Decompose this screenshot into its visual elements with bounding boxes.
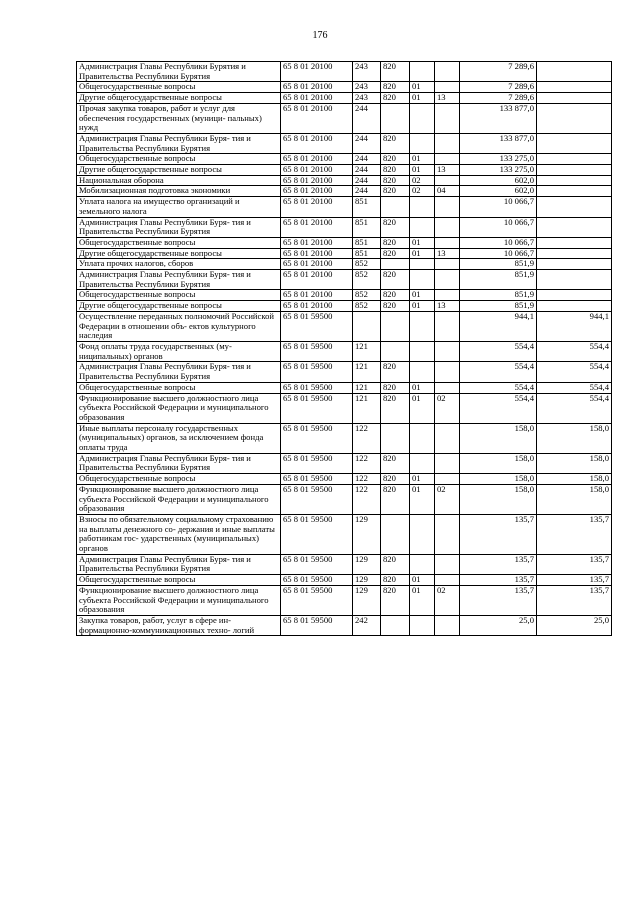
row-section-cell: [410, 362, 435, 382]
row-amount-cell: 10 066,7: [460, 248, 537, 259]
row-name-cell: Прочая закупка товаров, работ и услуг для обеспечения государственных (муници- пальных) нужд: [77, 103, 281, 133]
page-number: 176: [312, 30, 328, 41]
row-subsection-cell: [435, 382, 460, 393]
table-row: [77, 453, 612, 473]
row-code-cell: 65 8 01 59500: [281, 423, 353, 453]
table-row: [77, 514, 612, 554]
row-admin-cell: 820: [381, 453, 410, 473]
table-row: [77, 393, 612, 423]
row-vr-cell: 121: [353, 341, 381, 361]
table-row: [77, 165, 612, 176]
row-amount-federal-cell: [537, 62, 612, 82]
row-amount-federal-cell: [537, 290, 612, 301]
row-code-cell: 65 8 01 59500: [281, 382, 353, 393]
row-code-cell: 65 8 01 59500: [281, 585, 353, 615]
row-section-cell: [410, 62, 435, 82]
table-row: [77, 175, 612, 186]
row-subsection-cell: [435, 154, 460, 165]
row-section-cell: 01: [410, 484, 435, 514]
row-name-cell: Общегосударственные вопросы: [77, 290, 281, 301]
table-row: [77, 341, 612, 361]
row-amount-federal-cell: 554,4: [537, 393, 612, 423]
row-name-cell: Общегосударственные вопросы: [77, 474, 281, 485]
row-section-cell: 01: [410, 474, 435, 485]
row-name-cell: Общегосударственные вопросы: [77, 82, 281, 93]
table-row: [77, 217, 612, 237]
row-vr-cell: 129: [353, 575, 381, 586]
row-name-cell: Общегосударственные вопросы: [77, 575, 281, 586]
row-section-cell: [410, 423, 435, 453]
row-name-cell: Взносы по обязательному социальному страхованию на выплаты денежного со- держания и иные выплаты работникам гос- ударственных (муниципальных) органов: [77, 514, 281, 554]
row-subsection-cell: [435, 341, 460, 361]
row-admin-cell: [381, 103, 410, 133]
row-admin-cell: 820: [381, 290, 410, 301]
row-amount-cell: 602,0: [460, 175, 537, 186]
row-admin-cell: 820: [381, 217, 410, 237]
row-section-cell: [410, 197, 435, 217]
row-name-cell: Общегосударственные вопросы: [77, 154, 281, 165]
table-row: [77, 237, 612, 248]
row-subsection-cell: [435, 453, 460, 473]
row-section-cell: [410, 103, 435, 133]
row-amount-federal-cell: [537, 103, 612, 133]
row-name-cell: Уплата налога на имущество организаций и земельного налога: [77, 197, 281, 217]
row-amount-cell: 10 066,7: [460, 197, 537, 217]
table-row: [77, 585, 612, 615]
row-subsection-cell: [435, 554, 460, 574]
row-section-cell: [410, 554, 435, 574]
row-vr-cell: 129: [353, 585, 381, 615]
row-vr-cell: 851: [353, 237, 381, 248]
row-vr-cell: 243: [353, 62, 381, 82]
row-section-cell: 01: [410, 165, 435, 176]
row-code-cell: 65 8 01 59500: [281, 393, 353, 423]
row-vr-cell: 129: [353, 554, 381, 574]
row-amount-federal-cell: [537, 237, 612, 248]
row-vr-cell: [353, 311, 381, 341]
row-section-cell: 01: [410, 290, 435, 301]
row-section-cell: 02: [410, 186, 435, 197]
table-row: [77, 423, 612, 453]
row-amount-cell: 7 289,6: [460, 93, 537, 104]
table-row: [77, 301, 612, 312]
row-amount-cell: 944,1: [460, 311, 537, 341]
row-section-cell: 01: [410, 154, 435, 165]
row-admin-cell: 820: [381, 133, 410, 153]
row-amount-federal-cell: [537, 133, 612, 153]
row-amount-cell: 851,9: [460, 290, 537, 301]
row-subsection-cell: [435, 290, 460, 301]
row-amount-federal-cell: 135,7: [537, 514, 612, 554]
row-vr-cell: 244: [353, 186, 381, 197]
row-amount-federal-cell: [537, 301, 612, 312]
row-code-cell: 65 8 01 59500: [281, 615, 353, 635]
table-row: [77, 62, 612, 82]
row-amount-cell: 158,0: [460, 474, 537, 485]
row-admin-cell: [381, 341, 410, 361]
row-name-cell: Общегосударственные вопросы: [77, 382, 281, 393]
row-section-cell: 01: [410, 301, 435, 312]
row-admin-cell: 820: [381, 82, 410, 93]
row-amount-federal-cell: 25,0: [537, 615, 612, 635]
table-row: [77, 248, 612, 259]
row-subsection-cell: [435, 62, 460, 82]
row-subsection-cell: [435, 474, 460, 485]
row-amount-cell: 133 275,0: [460, 154, 537, 165]
row-amount-cell: 133 877,0: [460, 133, 537, 153]
row-admin-cell: [381, 311, 410, 341]
row-admin-cell: 820: [381, 270, 410, 290]
table-row: [77, 362, 612, 382]
row-amount-cell: 25,0: [460, 615, 537, 635]
row-subsection-cell: [435, 311, 460, 341]
row-code-cell: 65 8 01 59500: [281, 484, 353, 514]
row-vr-cell: 243: [353, 82, 381, 93]
row-name-cell: Другие общегосударственные вопросы: [77, 93, 281, 104]
row-section-cell: [410, 217, 435, 237]
row-amount-federal-cell: [537, 154, 612, 165]
row-admin-cell: 820: [381, 585, 410, 615]
row-section-cell: 01: [410, 237, 435, 248]
row-admin-cell: 820: [381, 237, 410, 248]
row-subsection-cell: [435, 237, 460, 248]
row-subsection-cell: [435, 259, 460, 270]
table-row: [77, 575, 612, 586]
row-subsection-cell: 13: [435, 93, 460, 104]
row-admin-cell: [381, 615, 410, 635]
row-amount-cell: 158,0: [460, 423, 537, 453]
row-section-cell: [410, 453, 435, 473]
row-vr-cell: 122: [353, 423, 381, 453]
row-admin-cell: 820: [381, 248, 410, 259]
row-amount-federal-cell: [537, 270, 612, 290]
row-admin-cell: [381, 259, 410, 270]
row-amount-federal-cell: [537, 93, 612, 104]
row-admin-cell: 820: [381, 62, 410, 82]
row-amount-federal-cell: 554,4: [537, 362, 612, 382]
row-code-cell: 65 8 01 20100: [281, 186, 353, 197]
row-name-cell: Другие общегосударственные вопросы: [77, 301, 281, 312]
row-admin-cell: [381, 514, 410, 554]
row-name-cell: Уплата прочих налогов, сборов: [77, 259, 281, 270]
row-amount-federal-cell: 158,0: [537, 423, 612, 453]
row-admin-cell: 820: [381, 474, 410, 485]
row-admin-cell: 820: [381, 154, 410, 165]
row-code-cell: 65 8 01 20100: [281, 237, 353, 248]
table-row: [77, 259, 612, 270]
row-section-cell: [410, 615, 435, 635]
row-amount-federal-cell: [537, 82, 612, 93]
row-code-cell: 65 8 01 59500: [281, 453, 353, 473]
row-admin-cell: 820: [381, 554, 410, 574]
row-code-cell: 65 8 01 59500: [281, 362, 353, 382]
row-amount-federal-cell: 158,0: [537, 484, 612, 514]
row-subsection-cell: 02: [435, 585, 460, 615]
row-subsection-cell: 02: [435, 484, 460, 514]
row-subsection-cell: [435, 423, 460, 453]
row-amount-cell: 554,4: [460, 382, 537, 393]
row-amount-federal-cell: 944,1: [537, 311, 612, 341]
row-vr-cell: 122: [353, 453, 381, 473]
row-code-cell: 65 8 01 59500: [281, 341, 353, 361]
row-name-cell: Функционирование высшего должностного лица субъекта Российской Федерации и муниципального образования: [77, 484, 281, 514]
row-subsection-cell: 13: [435, 165, 460, 176]
row-amount-cell: 851,9: [460, 270, 537, 290]
row-admin-cell: 820: [381, 575, 410, 586]
row-section-cell: 02: [410, 175, 435, 186]
row-amount-federal-cell: [537, 197, 612, 217]
row-admin-cell: [381, 423, 410, 453]
row-amount-cell: 851,9: [460, 301, 537, 312]
row-amount-cell: 158,0: [460, 453, 537, 473]
row-subsection-cell: [435, 362, 460, 382]
row-name-cell: Функционирование высшего должностного лица субъекта Российской Федерации и муниципального образования: [77, 393, 281, 423]
row-section-cell: 01: [410, 585, 435, 615]
row-vr-cell: 121: [353, 382, 381, 393]
row-admin-cell: [381, 197, 410, 217]
row-subsection-cell: [435, 615, 460, 635]
row-vr-cell: 242: [353, 615, 381, 635]
row-name-cell: Другие общегосударственные вопросы: [77, 165, 281, 176]
row-vr-cell: 129: [353, 514, 381, 554]
row-code-cell: 65 8 01 20100: [281, 259, 353, 270]
row-code-cell: 65 8 01 20100: [281, 154, 353, 165]
row-section-cell: [410, 341, 435, 361]
table-row: [77, 311, 612, 341]
row-subsection-cell: 13: [435, 248, 460, 259]
row-amount-cell: 135,7: [460, 575, 537, 586]
row-section-cell: [410, 259, 435, 270]
row-vr-cell: 852: [353, 301, 381, 312]
row-code-cell: 65 8 01 20100: [281, 133, 353, 153]
row-name-cell: Закупка товаров, работ, услуг в сфере ин- формационно-коммуникационных техно- логий: [77, 615, 281, 635]
row-vr-cell: 851: [353, 248, 381, 259]
row-vr-cell: 244: [353, 154, 381, 165]
row-subsection-cell: [435, 514, 460, 554]
row-subsection-cell: [435, 575, 460, 586]
row-vr-cell: 122: [353, 474, 381, 485]
row-admin-cell: 820: [381, 301, 410, 312]
row-amount-cell: 554,4: [460, 362, 537, 382]
row-admin-cell: 820: [381, 165, 410, 176]
row-code-cell: 65 8 01 59500: [281, 474, 353, 485]
row-subsection-cell: [435, 103, 460, 133]
row-amount-federal-cell: [537, 175, 612, 186]
row-vr-cell: 851: [353, 197, 381, 217]
row-code-cell: 65 8 01 20100: [281, 270, 353, 290]
row-admin-cell: 820: [381, 484, 410, 514]
table-row: [77, 615, 612, 635]
row-amount-federal-cell: 135,7: [537, 585, 612, 615]
row-section-cell: 01: [410, 393, 435, 423]
row-subsection-cell: [435, 175, 460, 186]
row-amount-cell: 554,4: [460, 341, 537, 361]
row-name-cell: Администрация Главы Республики Буря- тия и Правительства Республики Бурятия: [77, 217, 281, 237]
row-name-cell: Администрация Главы Республики Буря- тия и Правительства Республики Бурятия: [77, 362, 281, 382]
row-amount-cell: 133 877,0: [460, 103, 537, 133]
row-code-cell: 65 8 01 20100: [281, 197, 353, 217]
row-amount-federal-cell: 158,0: [537, 453, 612, 473]
row-name-cell: Национальная оборона: [77, 175, 281, 186]
row-name-cell: Администрация Главы Республики Буря- тия и Правительства Республики Бурятия: [77, 270, 281, 290]
row-amount-cell: 135,7: [460, 554, 537, 574]
row-section-cell: [410, 133, 435, 153]
table-row: [77, 484, 612, 514]
row-code-cell: 65 8 01 20100: [281, 301, 353, 312]
row-subsection-cell: 13: [435, 301, 460, 312]
row-subsection-cell: [435, 197, 460, 217]
row-section-cell: [410, 514, 435, 554]
row-name-cell: Администрация Главы Республики Буря- тия и Правительства Республики Бурятия: [77, 554, 281, 574]
row-amount-federal-cell: 135,7: [537, 575, 612, 586]
table-row: [77, 186, 612, 197]
row-code-cell: 65 8 01 20100: [281, 103, 353, 133]
row-name-cell: Функционирование высшего должностного лица субъекта Российской Федерации и муниципального образования: [77, 585, 281, 615]
row-amount-federal-cell: [537, 165, 612, 176]
row-name-cell: Фонд оплаты труда государственных (му- ниципальных) органов: [77, 341, 281, 361]
budget-table: [76, 61, 612, 636]
row-vr-cell: 851: [353, 217, 381, 237]
table-row: [77, 197, 612, 217]
row-name-cell: Администрация Главы Республики Буря- тия и Правительства Республики Бурятия: [77, 133, 281, 153]
row-amount-federal-cell: [537, 248, 612, 259]
row-name-cell: Иные выплаты персоналу государственных (муниципальных) органов, за исключением фонда оплаты труда: [77, 423, 281, 453]
row-section-cell: [410, 311, 435, 341]
row-vr-cell: 244: [353, 165, 381, 176]
row-vr-cell: 244: [353, 103, 381, 133]
row-amount-cell: 7 289,6: [460, 82, 537, 93]
row-name-cell: Администрация Главы Республики Бурятия и Правительства Республики Бурятия: [77, 62, 281, 82]
row-amount-federal-cell: [537, 217, 612, 237]
row-amount-cell: 133 275,0: [460, 165, 537, 176]
table-row: [77, 103, 612, 133]
table-row: [77, 382, 612, 393]
row-code-cell: 65 8 01 20100: [281, 175, 353, 186]
row-vr-cell: 852: [353, 259, 381, 270]
row-subsection-cell: [435, 217, 460, 237]
row-admin-cell: 820: [381, 93, 410, 104]
budget-table-body: [77, 62, 612, 636]
row-code-cell: 65 8 01 59500: [281, 514, 353, 554]
table-row: [77, 474, 612, 485]
row-code-cell: 65 8 01 20100: [281, 93, 353, 104]
row-amount-cell: 602,0: [460, 186, 537, 197]
row-section-cell: 01: [410, 382, 435, 393]
row-amount-cell: 158,0: [460, 484, 537, 514]
row-amount-cell: 7 289,6: [460, 62, 537, 82]
row-vr-cell: 122: [353, 484, 381, 514]
row-subsection-cell: [435, 82, 460, 93]
row-vr-cell: 244: [353, 175, 381, 186]
row-amount-cell: 10 066,7: [460, 237, 537, 248]
row-code-cell: 65 8 01 59500: [281, 311, 353, 341]
row-code-cell: 65 8 01 20100: [281, 82, 353, 93]
row-code-cell: 65 8 01 20100: [281, 217, 353, 237]
table-row: [77, 133, 612, 153]
row-section-cell: 01: [410, 248, 435, 259]
row-name-cell: Администрация Главы Республики Буря- тия и Правительства Республики Бурятия: [77, 453, 281, 473]
row-vr-cell: 121: [353, 393, 381, 423]
row-amount-cell: 851,9: [460, 259, 537, 270]
table-row: [77, 154, 612, 165]
row-code-cell: 65 8 01 20100: [281, 62, 353, 82]
row-code-cell: 65 8 01 59500: [281, 554, 353, 574]
row-amount-cell: 135,7: [460, 585, 537, 615]
row-section-cell: 01: [410, 82, 435, 93]
row-subsection-cell: [435, 270, 460, 290]
row-code-cell: 65 8 01 20100: [281, 248, 353, 259]
row-section-cell: 01: [410, 93, 435, 104]
row-amount-cell: 10 066,7: [460, 217, 537, 237]
table-row: [77, 270, 612, 290]
row-admin-cell: 820: [381, 362, 410, 382]
row-code-cell: 65 8 01 59500: [281, 575, 353, 586]
row-admin-cell: 820: [381, 393, 410, 423]
row-subsection-cell: [435, 133, 460, 153]
row-amount-federal-cell: [537, 186, 612, 197]
row-code-cell: 65 8 01 20100: [281, 165, 353, 176]
row-amount-federal-cell: [537, 259, 612, 270]
row-name-cell: Мобилизационная подготовка экономики: [77, 186, 281, 197]
row-admin-cell: 820: [381, 186, 410, 197]
row-code-cell: 65 8 01 20100: [281, 290, 353, 301]
row-amount-cell: 554,4: [460, 393, 537, 423]
row-admin-cell: 820: [381, 382, 410, 393]
row-amount-federal-cell: 135,7: [537, 554, 612, 574]
row-admin-cell: 820: [381, 175, 410, 186]
table-row: [77, 290, 612, 301]
table-row: [77, 82, 612, 93]
row-subsection-cell: 02: [435, 393, 460, 423]
row-vr-cell: 852: [353, 270, 381, 290]
row-name-cell: Другие общегосударственные вопросы: [77, 248, 281, 259]
row-section-cell: [410, 270, 435, 290]
row-amount-cell: 135,7: [460, 514, 537, 554]
row-amount-federal-cell: 158,0: [537, 474, 612, 485]
row-vr-cell: 243: [353, 93, 381, 104]
row-vr-cell: 852: [353, 290, 381, 301]
row-amount-federal-cell: 554,4: [537, 341, 612, 361]
row-amount-federal-cell: 554,4: [537, 382, 612, 393]
row-vr-cell: 121: [353, 362, 381, 382]
row-section-cell: 01: [410, 575, 435, 586]
row-name-cell: Осуществление переданных полномочий Российской Федерации в отношении объ- ектов культурного наследия: [77, 311, 281, 341]
table-row: [77, 554, 612, 574]
table-row: [77, 93, 612, 104]
row-vr-cell: 244: [353, 133, 381, 153]
row-subsection-cell: 04: [435, 186, 460, 197]
row-name-cell: Общегосударственные вопросы: [77, 237, 281, 248]
